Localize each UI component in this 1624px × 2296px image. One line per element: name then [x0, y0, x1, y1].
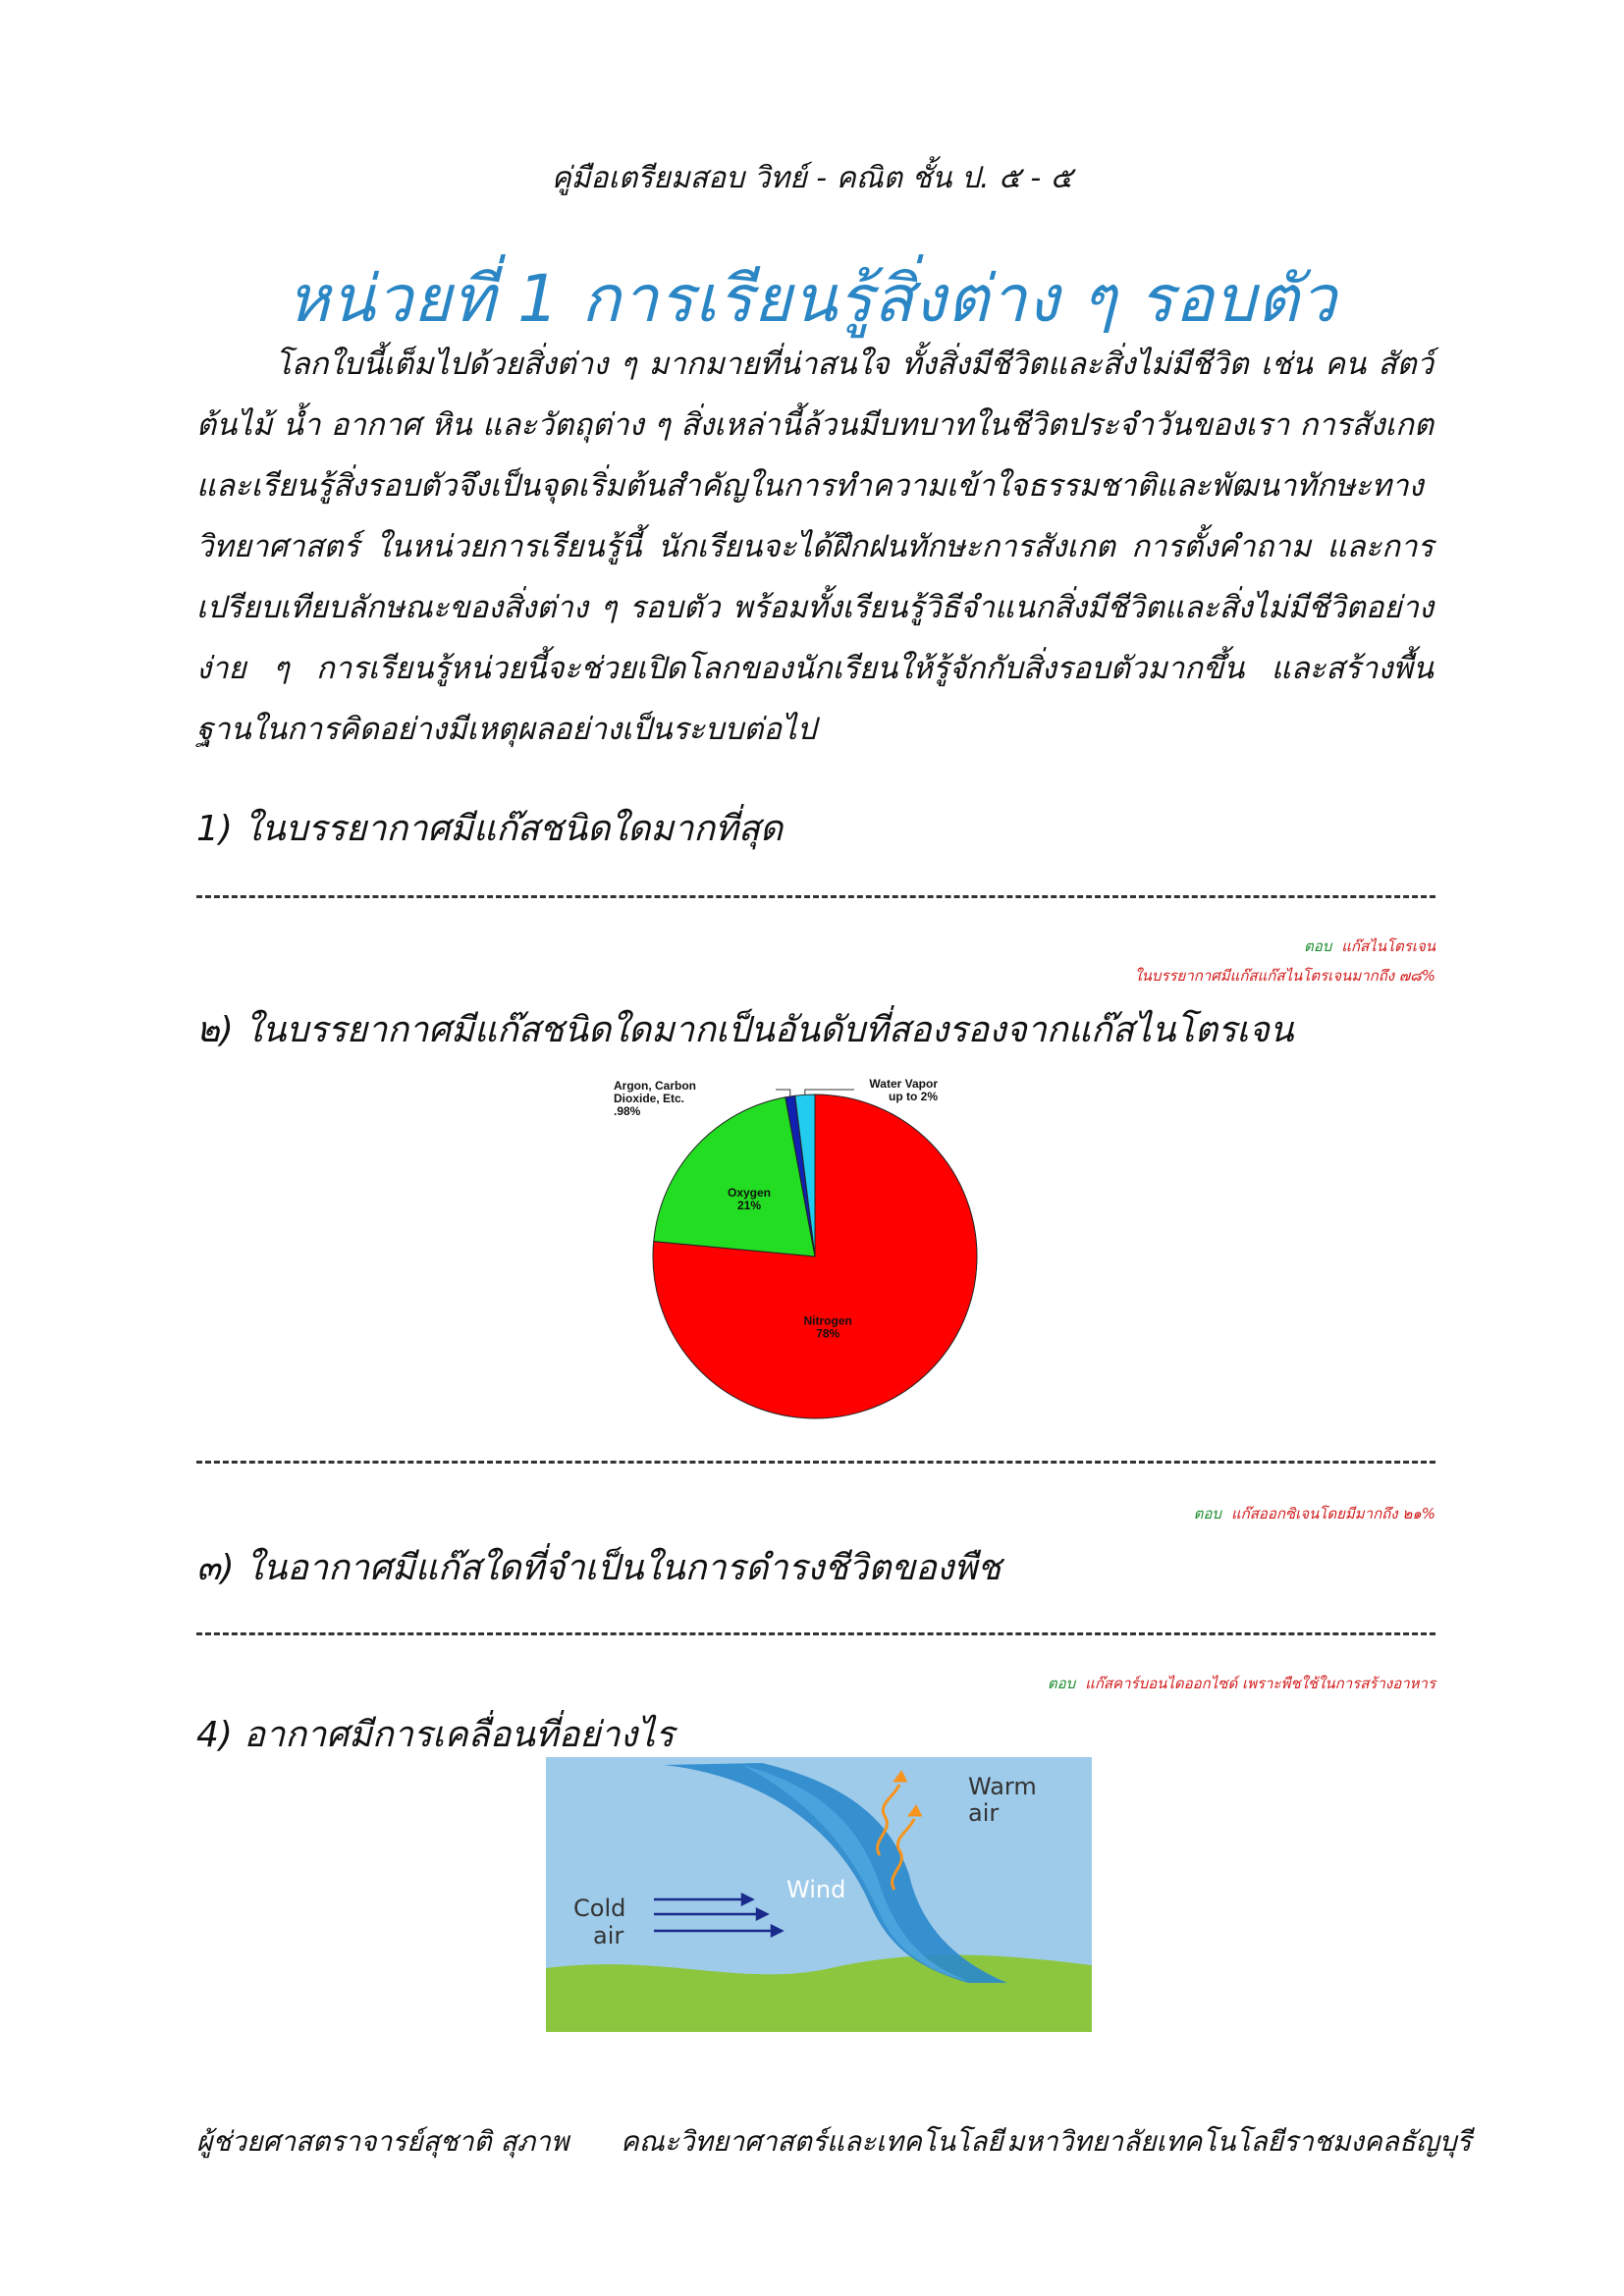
pie-label-water-vapor: Water Vapor	[869, 1077, 938, 1091]
wind-label: Wind	[786, 1876, 846, 1903]
question-4: 4) อากาศมีการเคลื่อนที่อย่างไร	[196, 1715, 675, 1755]
pie-label-argon: Argon, Carbon	[614, 1079, 696, 1093]
unit-title: หน่วยที่ 1 การเรียนรู้สิ่งต่าง ๆ รอบตัว	[287, 261, 1337, 337]
pie-label-oxygen: Oxygen	[727, 1185, 772, 1200]
answer-1-note: ในบรรยากาศมีแก๊สแก๊สไนโตรเจนมากถึง ๗๘%	[1134, 967, 1435, 985]
intro-paragraph: โลกใบนี้เต็มไปด้วยสิ่งต่าง ๆ มากมายที่น่าสนใจ ทั้งสิ่งมีชีวิตและสิ่งไม่มีชีวิต เช่น คน สัตว์ ต้นไม้ น้ำ อากาศ หิน และวัตถุต่าง ๆ สิ่งเหล่านี้ล้วนมีบทบาทในชีวิตประจำวันของเรา การสังเกตและเรียนรู้สิ่งรอบตัวจึงเป็นจุดเริ่มต้นสำคัญในการทำความเข้าใจธรรมชาติและพัฒนาทักษะทางวิทยาศาสตร์ ในหน่วยการเรียนรู้นี้ นักเรียนจะได้ฝึกฝนทักษะการสังเกต การตั้งคำถาม และการเปรียบเทียบลักษณะของสิ่งต่าง ๆ รอบตัว พร้อมทั้งเรียนรู้วิธีจำแนกสิ่งมีชีวิตและสิ่งไม่มีชีวิตอย่างง่าย ๆ การเรียนรู้หน่วยนี้จะช่วยเปิดโลกของนักเรียนให้รู้จักกับสิ่งรอบตัวมากขึ้น และสร้างพื้นฐานในการคิดอย่างมีเหตุผลอย่างเป็นระบบต่อไป	[196, 347, 1434, 747]
cold-air-label-1: Cold	[573, 1895, 626, 1922]
question-3: ๓) ในอากาศมีแก๊สใดที่จำเป็นในการดำรงชีวิตของพืช	[196, 1548, 1001, 1588]
question-2: ๒) ในบรรยากาศมีแก๊สชนิดใดมากเป็นอันดับที่สองรองจากแก๊สไนโตรเจน	[196, 1010, 1294, 1050]
answer-3	[1048, 1672, 1435, 1695]
pie-label-nitrogen: 78%	[816, 1326, 840, 1341]
pie-leader-line	[805, 1090, 854, 1095]
footer-faculty: คณะวิทยาศาสตร์และเทคโนโลยี	[621, 2125, 1003, 2158]
answer-line-1	[196, 895, 1435, 898]
pie-label-argon: Dioxide, Etc.	[614, 1092, 685, 1105]
pie-label-nitrogen: Nitrogen	[803, 1313, 852, 1328]
pie-svg	[609, 1060, 1021, 1423]
answer-text: แก๊สออกซิเจนโดยมีมากถึง ๒๑%	[1230, 1505, 1435, 1522]
answer-label: ตอบ	[1193, 1505, 1221, 1522]
footer-author: ผู้ช่วยศาสตราจารย์สุชาติ สุภาพ	[196, 2125, 569, 2158]
answer-text: แก๊สไนโตรเจน	[1341, 937, 1435, 955]
answer-line-2	[196, 1461, 1435, 1464]
pie-leader-line	[776, 1090, 790, 1096]
pie-label-water-vapor: up to 2%	[889, 1090, 938, 1103]
warm-air-label-2: air	[968, 1799, 1000, 1827]
cold-air-label-2: air	[593, 1922, 624, 1949]
answer-text: แก๊สคาร์บอนไดออกไซด์ เพราะพืชใช้ในการสร้างอาหาร	[1085, 1675, 1435, 1692]
answer-line-3	[196, 1632, 1435, 1635]
warm-air-label-1: Warm	[968, 1773, 1037, 1800]
question-1: 1) ในบรรยากาศมีแก๊สชนิดใดมากที่สุด	[196, 809, 784, 849]
pie-label-argon: .98%	[614, 1104, 641, 1118]
answer-1	[1304, 934, 1435, 958]
wind-diagram-svg	[546, 1757, 1092, 2032]
page-header: คู่มือเตรียมสอบ วิทย์ - คณิต ชั้น ป. ๕ - ๕	[551, 161, 1073, 195]
atmosphere-pie-chart	[609, 1060, 1021, 1423]
pie-label-oxygen: 21%	[736, 1198, 762, 1212]
answer-label: ตอบ	[1047, 1675, 1076, 1692]
footer-university: มหาวิทยาลัยเทคโนโลยีราชมงคลธัญบุรี	[1006, 2125, 1472, 2158]
wind-diagram	[546, 1757, 1092, 2032]
answer-2	[1194, 1502, 1435, 1525]
answer-label: ตอบ	[1303, 937, 1332, 955]
